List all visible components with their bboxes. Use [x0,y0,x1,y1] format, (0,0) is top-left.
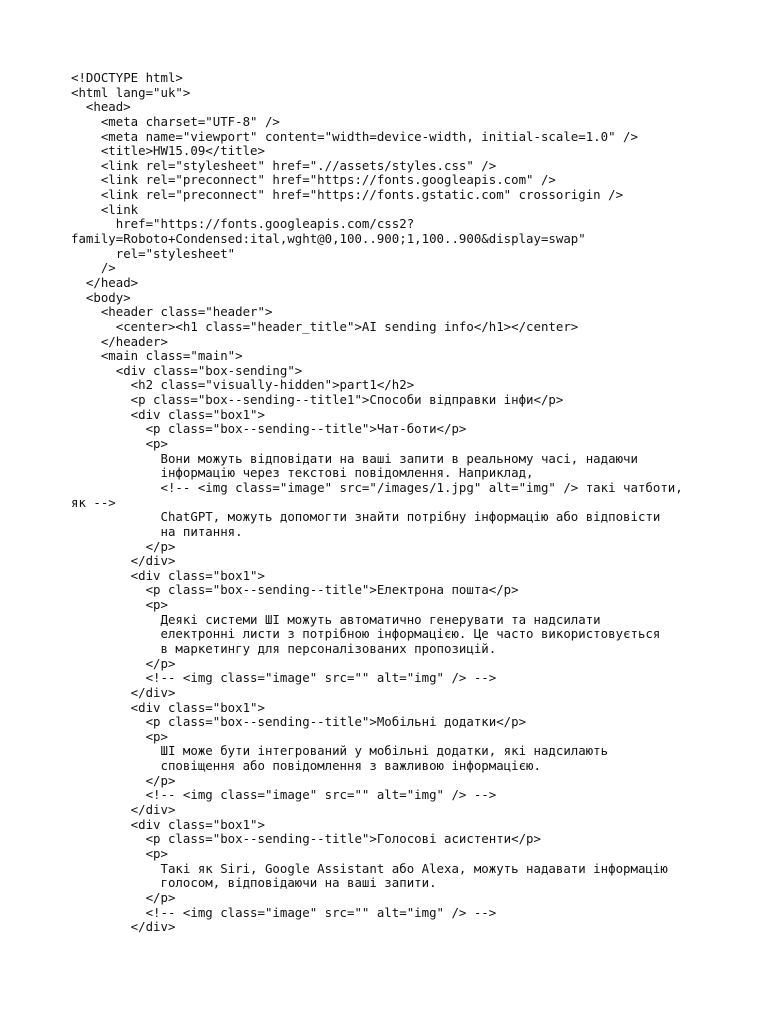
code-line: <p class="box--sending--title">Чат-боти</p> [71,421,467,437]
code-line: </div> [71,919,176,935]
code-line: <p class="box--sending--title">Голосові асистенти</p> [71,831,541,847]
code-line: на питання. [71,523,243,539]
code-line: <p> [71,728,168,744]
code-line: електронні листи з потрібною інформацією. Це часто використовується [71,626,661,642]
code-line: <div class="box1"> [71,567,265,583]
code-line: <center><h1 class="header_title">AI sending info</h1></center> [71,318,579,334]
code-line: <title>HW15.09</title> [71,143,265,159]
code-line: ChatGPT, можуть допомогти знайти потрібну інформацію або відповісти [71,509,661,525]
code-line: <html lang="uk"> [71,84,191,100]
code-line: <!DOCTYPE html> [71,70,183,85]
code-line: <!-- <img class="image" src="" alt="img" /> --> [71,670,497,686]
code-line: Деякі системи ШІ можуть автоматично генерувати та надсилати [71,611,601,627]
code-line: <!-- <img class="image" src="" alt="img" /> --> [71,904,497,920]
code-line: <p class="box--sending--title">Електрона пошта</p> [71,582,519,598]
code-line: <link rel="preconnect" href="https://fonts.gstatic.com" crossorigin /> [71,187,624,203]
code-line: <div class="box1"> [71,699,265,715]
code-line: </header> [71,333,168,349]
code-line: <div class="box-sending"> [71,362,303,378]
code-line: rel="stylesheet" [71,245,236,261]
code-block [71,71,683,935]
code-line: <p class="box--sending--title1">Способи відправки інфи</p> [71,392,564,408]
code-line: <!-- <img class="image" src="/images/1.jpg" alt="img" /> такі чатботи, [71,479,683,495]
code-line: <p class="box--sending--title">Мобільні додатки</p> [71,714,527,730]
code-line: </p> [71,889,176,905]
code-line: <link [71,201,139,217]
code-line: </div> [71,802,176,818]
code-line: </head> [71,274,139,290]
code-line: </div> [71,553,176,569]
code-line: інформацію через текстові повідомлення. Наприклад, [71,465,534,481]
code-line: <meta charset="UTF-8" /> [71,113,280,129]
code-line: <div class="box1"> [71,816,265,832]
code-line: <link rel="stylesheet" href=".//assets/styles.css" /> [71,157,497,173]
code-line: ШІ може бути інтегрований у мобільні додатки, які надсилають [71,743,609,759]
code-line: <link rel="preconnect" href="https://fonts.googleapis.com" /> [71,172,556,188]
code-line: <main class="main"> [71,348,243,364]
code-line: <body> [71,289,131,305]
code-line: /> [71,260,116,276]
code-line: <head> [71,99,131,115]
code-line: href="https://fonts.googleapis.com/css2? [71,216,415,232]
code-line: family=Roboto+Condensed:ital,wght@0,100..900;1,100..900&display=swap" [71,231,586,247]
code-line: <h2 class="visually-hidden">part1</h2> [71,377,415,393]
code-line: </p> [71,655,176,671]
code-line: як --> [71,494,116,510]
code-line: сповіщення або повідомлення з важливою інформацією. [71,758,541,774]
code-line: <!-- <img class="image" src="" alt="img" /> --> [71,787,497,803]
code-line: <p> [71,436,168,452]
code-line: </p> [71,772,176,788]
code-line: </p> [71,538,176,554]
code-line: <meta name="viewport" content="width=device-width, initial-scale=1.0" /> [71,128,638,144]
code-line: <header class="header"> [71,304,273,320]
code-line: Вони можуть відповідати на ваші запити в реальному часі, надаючи [71,450,638,466]
code-line: в маркетингу для персоналізованих пропозицій. [71,640,497,656]
code-line: голосом, відповідаючи на ваші запити. [71,875,437,891]
code-line: Такі як Siri, Google Assistant або Alexa, можуть надавати інформацію [71,860,668,876]
code-line: <p> [71,597,168,613]
code-line: <div class="box1"> [71,406,265,422]
code-line: <p> [71,845,168,861]
code-line: </div> [71,684,176,700]
